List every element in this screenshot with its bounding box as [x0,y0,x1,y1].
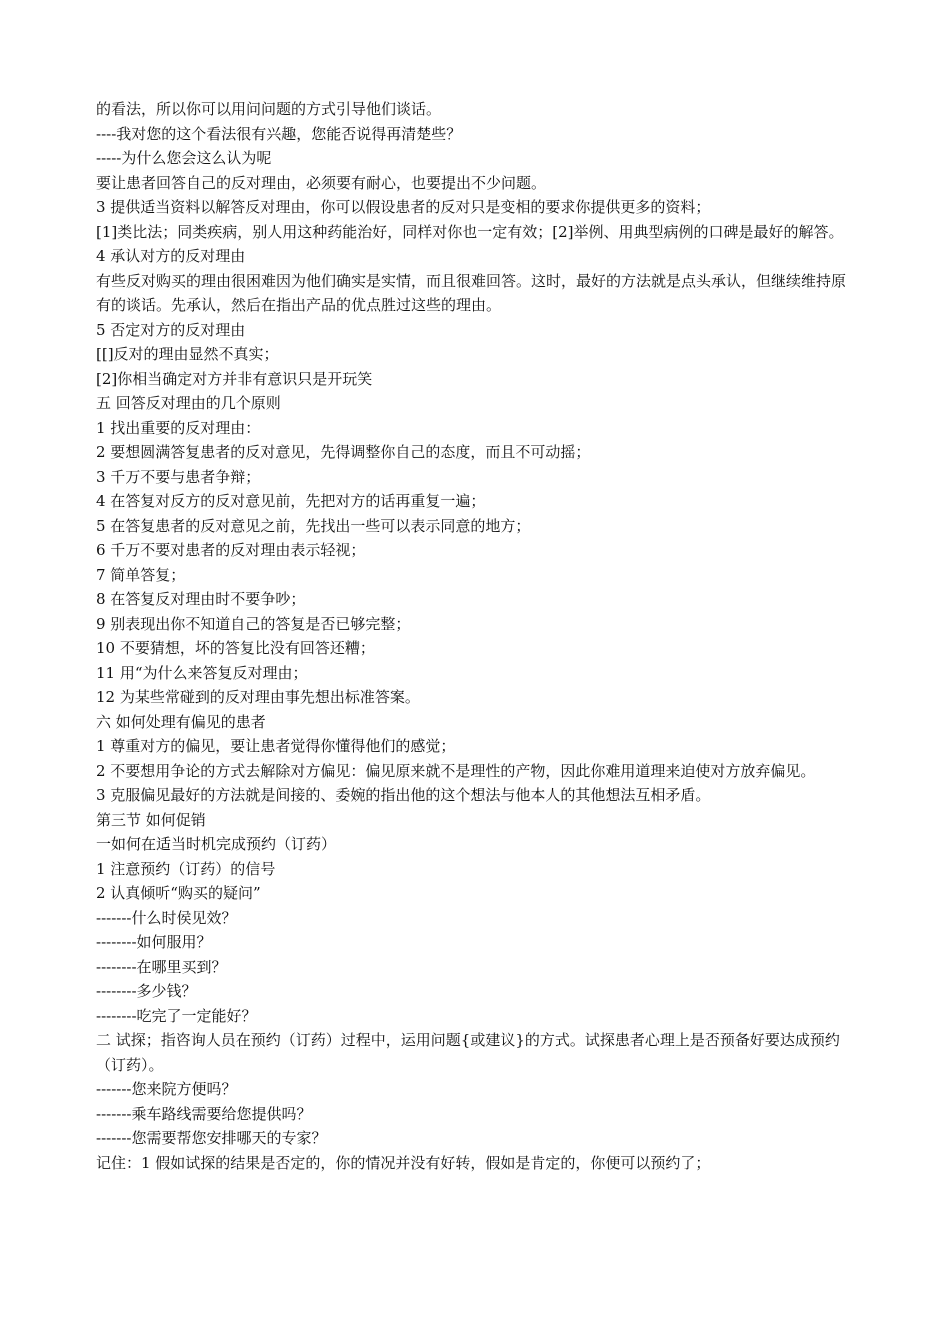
list-item: 1 找出重要的反对理由： [96,418,261,437]
text-line: [1]类比法；同类疾病，别人用这种药能治好，同样对你也一定有效；[2]举例、用典型病例的口碑是最好的解答。 [96,222,844,241]
list-item: 2 不要想用争论的方式去解除对方偏见：偏见原来就不是理性的产物，因此你难用道理来迫使对方放弃偏见。 [96,761,816,780]
list-item: 4 在答复对反方的反对意见前，先把对方的话再重复一遍； [96,492,486,510]
list-item: 3 克服偏见最好的方法就是间接的、委婉的指出他的这个想法与他本人的其他想法互相矛盾。 [96,786,711,804]
document-page [96,97,854,1175]
dialogue-line: -------您需要帮您安排哪天的专家？ [96,1129,327,1147]
section-heading: 五 回答反对理由的几个原则 [96,394,281,412]
dialogue-line: --------在哪里买到？ [96,957,227,976]
section-heading: 二 试探；指咨询人员在预约（订药）过程中，运用问题{或建议}的方式。试探患者心理上是否预备好要达成预约（订药）。 [96,1031,840,1074]
text-line: 的看法，所以你可以用问问题的方式引导他们谈话。 [96,100,442,118]
text-line: [2]你相当确定对方并非有意识只是开玩笑 [96,369,373,388]
text-line: 有些反对购买的理由很困难因为他们确实是实情，而且很难回答。这时，最好的方法就是点头承认，但继续维持原有的谈话。先承认，然后在指出产品的优点胜过这些的理由。 [96,271,847,314]
list-item: 11 用“为什么来答复反对理由； [96,663,308,682]
section-heading: 六 如何处理有偏见的患者 [96,712,266,731]
section-heading: 一如何在适当时机完成预约（订药） [96,835,337,853]
text-line: 3 提供适当资料以解答反对理由，你可以假设患者的反对只是变相的要求你提供更多的资料； [96,198,711,216]
dialogue-line: --------多少钱？ [96,982,197,1000]
text-line: [[]反对的理由显然不真实； [96,345,279,363]
list-item: 12 为某些常碰到的反对理由事先想出标准答案。 [96,688,420,706]
dialogue-line: --------如何服用？ [96,933,212,951]
section-heading: 4 承认对方的反对理由 [96,247,246,265]
section-heading: 5 否定对方的反对理由 [96,320,246,339]
list-item: 5 在答复患者的反对意见之前，先找出一些可以表示同意的地方； [96,516,531,535]
text-line: 记住：1 假如试探的结果是否定的，你的情况并没有好转，假如是肯定的，你便可以预约了； [96,1153,711,1172]
list-item: 3 千万不要与患者争辩； [96,467,261,486]
list-item: 9 别表现出你不知道自己的答复是否已够完整； [96,614,411,633]
list-item: 1 注意预约（订药）的信号 [96,859,276,878]
list-item: 2 认真倾听“购买的疑问” [96,884,261,902]
dialogue-line: -------什么时侯见效？ [96,908,237,927]
text-line: ----我对您的这个看法很有兴趣，您能否说得再清楚些？ [96,124,462,143]
list-item: 1 尊重对方的偏见，要让患者觉得你懂得他们的感觉； [96,737,456,755]
list-item: 10 不要猜想，坏的答复比没有回答还糟； [96,639,375,657]
dialogue-line: --------吃完了一定能好？ [96,1006,257,1025]
text-line: 要让患者回答自己的反对理由，必须要有耐心，也要提出不少问题。 [96,173,547,192]
text-line: -----为什么您会这么认为呢 [96,149,272,167]
list-item: 2 要想圆满答复患者的反对意见，先得调整你自己的态度，而且不可动摇； [96,443,591,461]
dialogue-line: -------乘车路线需要给您提供吗？ [96,1104,312,1123]
list-item: 8 在答复反对理由时不要争吵； [96,590,306,608]
chapter-heading: 第三节 如何促销 [96,810,206,829]
list-item: 6 千万不要对患者的反对理由表示轻视； [96,541,366,559]
dialogue-line: -------您来院方便吗？ [96,1080,237,1098]
list-item: 7 简单答复； [96,565,186,584]
